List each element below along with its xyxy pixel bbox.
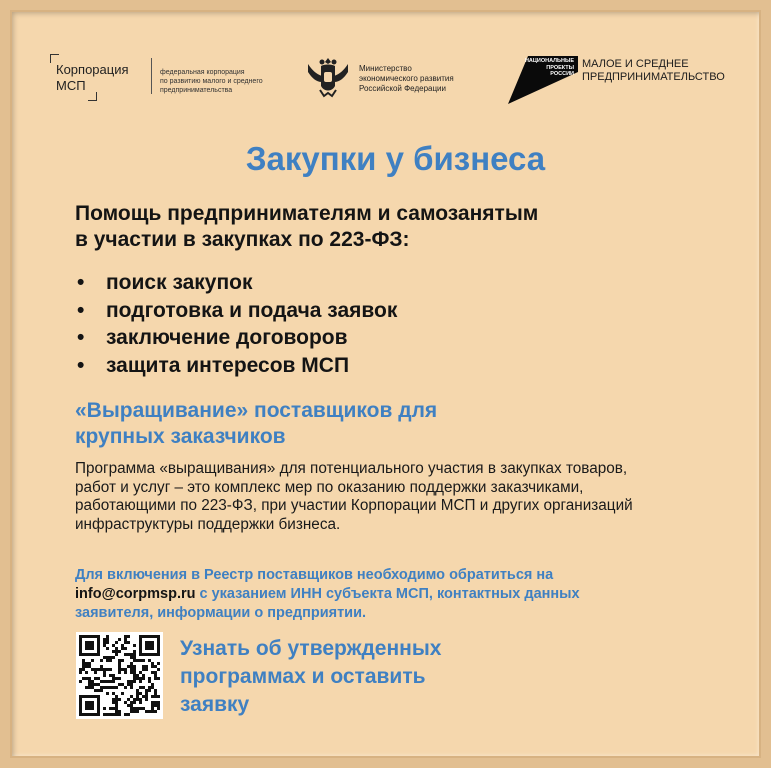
qr-code[interactable] — [76, 632, 163, 719]
list-item — [75, 324, 397, 352]
np-badge-line: РОССИИ — [550, 71, 574, 77]
intro-line: в участии в закупках по 223-ФЗ: — [75, 228, 410, 251]
corp-desc-line: федеральная корпорация — [160, 69, 245, 76]
np-title-line: ПРЕДПРИНИМАТЕЛЬСТВО — [582, 71, 725, 83]
corp-desc-line: по развитию малого и среднего — [160, 78, 263, 85]
list-item — [75, 269, 397, 297]
bullet-icon: • — [77, 298, 85, 322]
list-item-text: подготовка и подача заявок — [106, 298, 398, 322]
program-text-line: инфраструктуры поддержки бизнеса. — [75, 515, 341, 533]
services-list — [75, 269, 397, 379]
corp-desc-line: предпринимательства — [160, 87, 233, 94]
list-item-text: защита интересов МСП — [106, 353, 350, 377]
program-description — [75, 460, 633, 534]
intro-heading — [75, 201, 538, 253]
registry-info — [75, 566, 580, 623]
cta-text — [180, 635, 441, 719]
list-item — [75, 297, 397, 325]
cta-line: Узнать об утвержденных — [180, 637, 442, 660]
page-title: Закупки у бизнеса — [245, 140, 546, 177]
ministry-line: Министерство — [359, 64, 412, 73]
program-text-line: Программа «выращивания» для потенциального участия в закупках товаров, — [75, 460, 628, 477]
corp-msp-logo — [50, 54, 150, 102]
eagle-emblem-icon — [304, 52, 352, 100]
list-item-text: поиск закупок — [106, 271, 253, 294]
bullet-icon: • — [77, 326, 85, 349]
ministry-name — [359, 64, 454, 94]
contact-email-link[interactable]: info@corpmsp.ru — [75, 586, 196, 602]
national-project-title — [582, 58, 725, 84]
registry-line-rest: с указанием ИНН субъекта МСП, контактных данных — [195, 586, 580, 602]
program-text-line: работ и услуг – это комплекс мер по оказанию поддержки заказчиками, — [75, 478, 584, 496]
registry-line: заявителя, информации о предприятии. — [75, 605, 367, 621]
bullet-icon: • — [77, 271, 85, 294]
national-projects-badge-text — [524, 58, 574, 78]
logo-bar — [50, 52, 750, 108]
registry-line: Для включения в Реестр поставщиков необходимо обратиться на — [75, 567, 554, 583]
corp-name-line2: МСП — [56, 78, 86, 93]
program-text-line: работающими по 223-ФЗ, при участии Корпорации МСП и других организаций — [75, 497, 633, 514]
program-title — [75, 398, 437, 450]
logo-divider — [151, 58, 152, 94]
list-item-text: заключение договоров — [106, 326, 348, 349]
np-badge-line: ПРОЕКТЫ — [546, 64, 574, 71]
logo-bracket-icon — [88, 92, 97, 101]
list-item — [75, 352, 397, 380]
corp-description — [160, 68, 290, 95]
np-badge-line: НАЦИОНАЛЬНЫЕ — [524, 58, 574, 64]
ministry-line: экономического развития — [359, 74, 454, 83]
cta-line: программах и оставить — [180, 665, 426, 688]
program-title-line: «Выращивание» поставщиков для — [75, 399, 438, 422]
registry-line — [75, 585, 580, 604]
cta-line: заявку — [180, 693, 250, 716]
program-title-line: крупных заказчиков — [75, 425, 286, 448]
corp-name-line1: Корпорация — [56, 62, 129, 77]
np-title-line: МАЛОЕ И СРЕДНЕЕ — [582, 58, 689, 70]
ministry-line: Российской Федерации — [359, 84, 446, 93]
bullet-icon: • — [77, 353, 85, 377]
intro-line: Помощь предпринимателям и самозанятым — [75, 202, 539, 225]
